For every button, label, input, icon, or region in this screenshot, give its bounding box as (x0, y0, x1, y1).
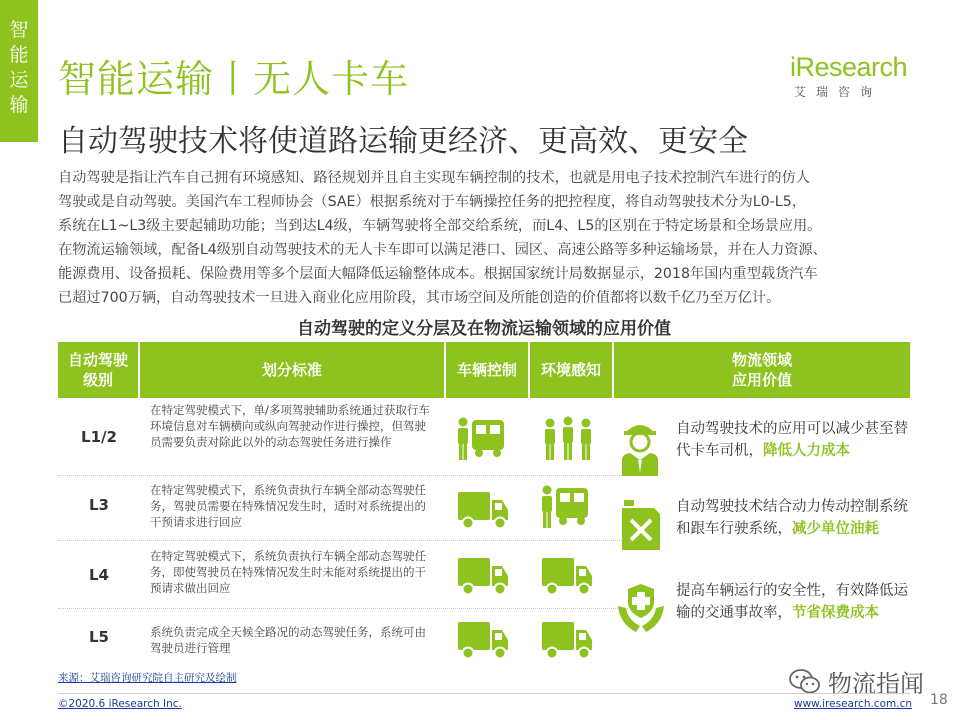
intro-line: 在物流运输领域，配备L4级别自动驾驶技术的无人卡车即可以满足港口、园区、高速公路等多种运输场景，并在人力资源、 (58, 242, 827, 258)
table-row (58, 548, 628, 612)
value-text (676, 418, 916, 462)
person-bus-icon (540, 484, 590, 530)
table-header (58, 342, 910, 398)
intro-line: 系统在L1~L3级主要起辅助功能；当到达L4级，车辆驾驶将全部交给系统，而L4、L5的区别在于特定场景和全场景应用。 (58, 218, 822, 234)
row-divider (58, 475, 628, 476)
header-value: 物流领域 应用价值 (614, 342, 910, 398)
row-divider (58, 608, 628, 609)
header-criteria: 划分标准 (140, 342, 446, 398)
website-link[interactable]: www.iresearch.com.cn (794, 698, 913, 710)
side-tab-char: 智 (9, 19, 29, 41)
side-tab-char: 能 (9, 44, 29, 66)
logo-brand-text: iResearch (790, 52, 908, 82)
fuel-can-icon (620, 496, 664, 552)
intro-line: 自动驾驶是指让汽车自己拥有环境感知、路径规划并且自主实现车辆控制的技术，也就是用电子技术控制汽车进行的仿人 (58, 170, 810, 186)
shield-hands-icon (616, 580, 666, 636)
footer-divider (58, 693, 910, 694)
value-highlight: 减少单位油耗 (792, 521, 879, 537)
intro-line: 能源费用、设备损耗、保险费用等多个层面大幅降低运输整体成本。根据国家统计局数据显示，2018年国内重型载货汽车 (58, 266, 818, 282)
row-level: L5 (89, 628, 109, 646)
watermark-text: 物流指闻 (828, 670, 924, 698)
copyright-link[interactable]: ©2020.6 iResearch Inc. (58, 698, 182, 710)
row-criteria: 在特定驾驶模式下，单/多项驾驶辅助系统通过获取行车环境信息对车辆横向或纵向驾驶动作进行操控，但驾驶员需要负责对除此以外的动态驾驶任务进行操作 (150, 403, 430, 449)
table-row (58, 482, 628, 546)
wechat-icon (788, 668, 822, 696)
person-bus-icon (456, 416, 506, 462)
value-highlight: 节省保费成本 (792, 605, 879, 621)
table-title: 自动驾驶的定义分层及在物流运输领域的应用价值 (297, 319, 671, 339)
value-item (616, 418, 916, 488)
truck-icon (540, 554, 594, 598)
logo-brand-cn: 艾瑞咨询 (794, 85, 883, 99)
row-level: L3 (89, 496, 109, 514)
table-row (58, 620, 628, 668)
page-subtitle: 自动驾驶技术将使道路运输更经济、更高效、更安全 (58, 124, 748, 159)
value-text (676, 496, 916, 540)
page-number: 18 (930, 692, 948, 708)
header-level: 自动驾驶 级别 (58, 342, 140, 398)
value-text (676, 580, 916, 624)
driver-icon (616, 418, 664, 478)
truck-icon (456, 618, 510, 662)
side-tab-char: 输 (9, 94, 29, 116)
row-level: L4 (89, 566, 109, 584)
people-icon (540, 416, 596, 462)
value-item (616, 496, 916, 566)
row-criteria: 在特定驾驶模式下，系统负责执行车辆全部动态驾驶任务，即使驾驶员在特殊情况发生时未能对系统提出的干预请求做出回应 (150, 549, 426, 595)
value-highlight: 降低人力成本 (763, 443, 850, 459)
row-divider (58, 540, 628, 541)
table-row (58, 402, 628, 470)
row-level: L1/2 (81, 428, 117, 446)
intro-line: 驾驶或是自动驾驶。美国汽车工程师协会（SAE）根据系统对于车辆操控任务的把控程度，将自动驾驶技术分为L0-L5， (58, 194, 806, 210)
value-description: 自动驾驶技术的应用可以减少甚至替代卡车司机， (676, 421, 908, 459)
intro-paragraph (58, 166, 918, 310)
page-title: 智能运输丨无人卡车 (58, 57, 410, 101)
value-description: 自动驾驶技术结合动力传动控制系统和跟车行驶系统， (676, 499, 908, 537)
section-side-tab (0, 0, 38, 142)
truck-icon (456, 488, 510, 532)
value-item (616, 580, 916, 650)
header-env-perception: 环境感知 (530, 342, 614, 398)
source-link[interactable]: 来源：艾瑞咨询研究院自主研究及绘制 (58, 672, 237, 684)
truck-icon (540, 618, 594, 662)
row-criteria: 在特定驾驶模式下，系统负责执行车辆全部动态驾驶任务，驾驶员需要在特殊情况发生时，适时对系统提出的干预请求进行回应 (150, 483, 426, 529)
iresearch-logo (790, 52, 920, 112)
row-criteria: 系统负责完成全天候全路况的动态驾驶任务，系统可由驾驶员进行管理 (150, 625, 426, 655)
intro-line: 已超过700万辆，自动驾驶技术一旦进入商业化应用阶段，其市场空间及所能创造的价值都将以数千亿乃至万亿计。 (58, 290, 781, 306)
truck-icon (456, 554, 510, 598)
header-vehicle-control: 车辆控制 (446, 342, 530, 398)
side-tab-char: 运 (9, 69, 29, 91)
value-description: 提高车辆运行的安全性，有效降低运输的交通事故率， (676, 583, 908, 621)
